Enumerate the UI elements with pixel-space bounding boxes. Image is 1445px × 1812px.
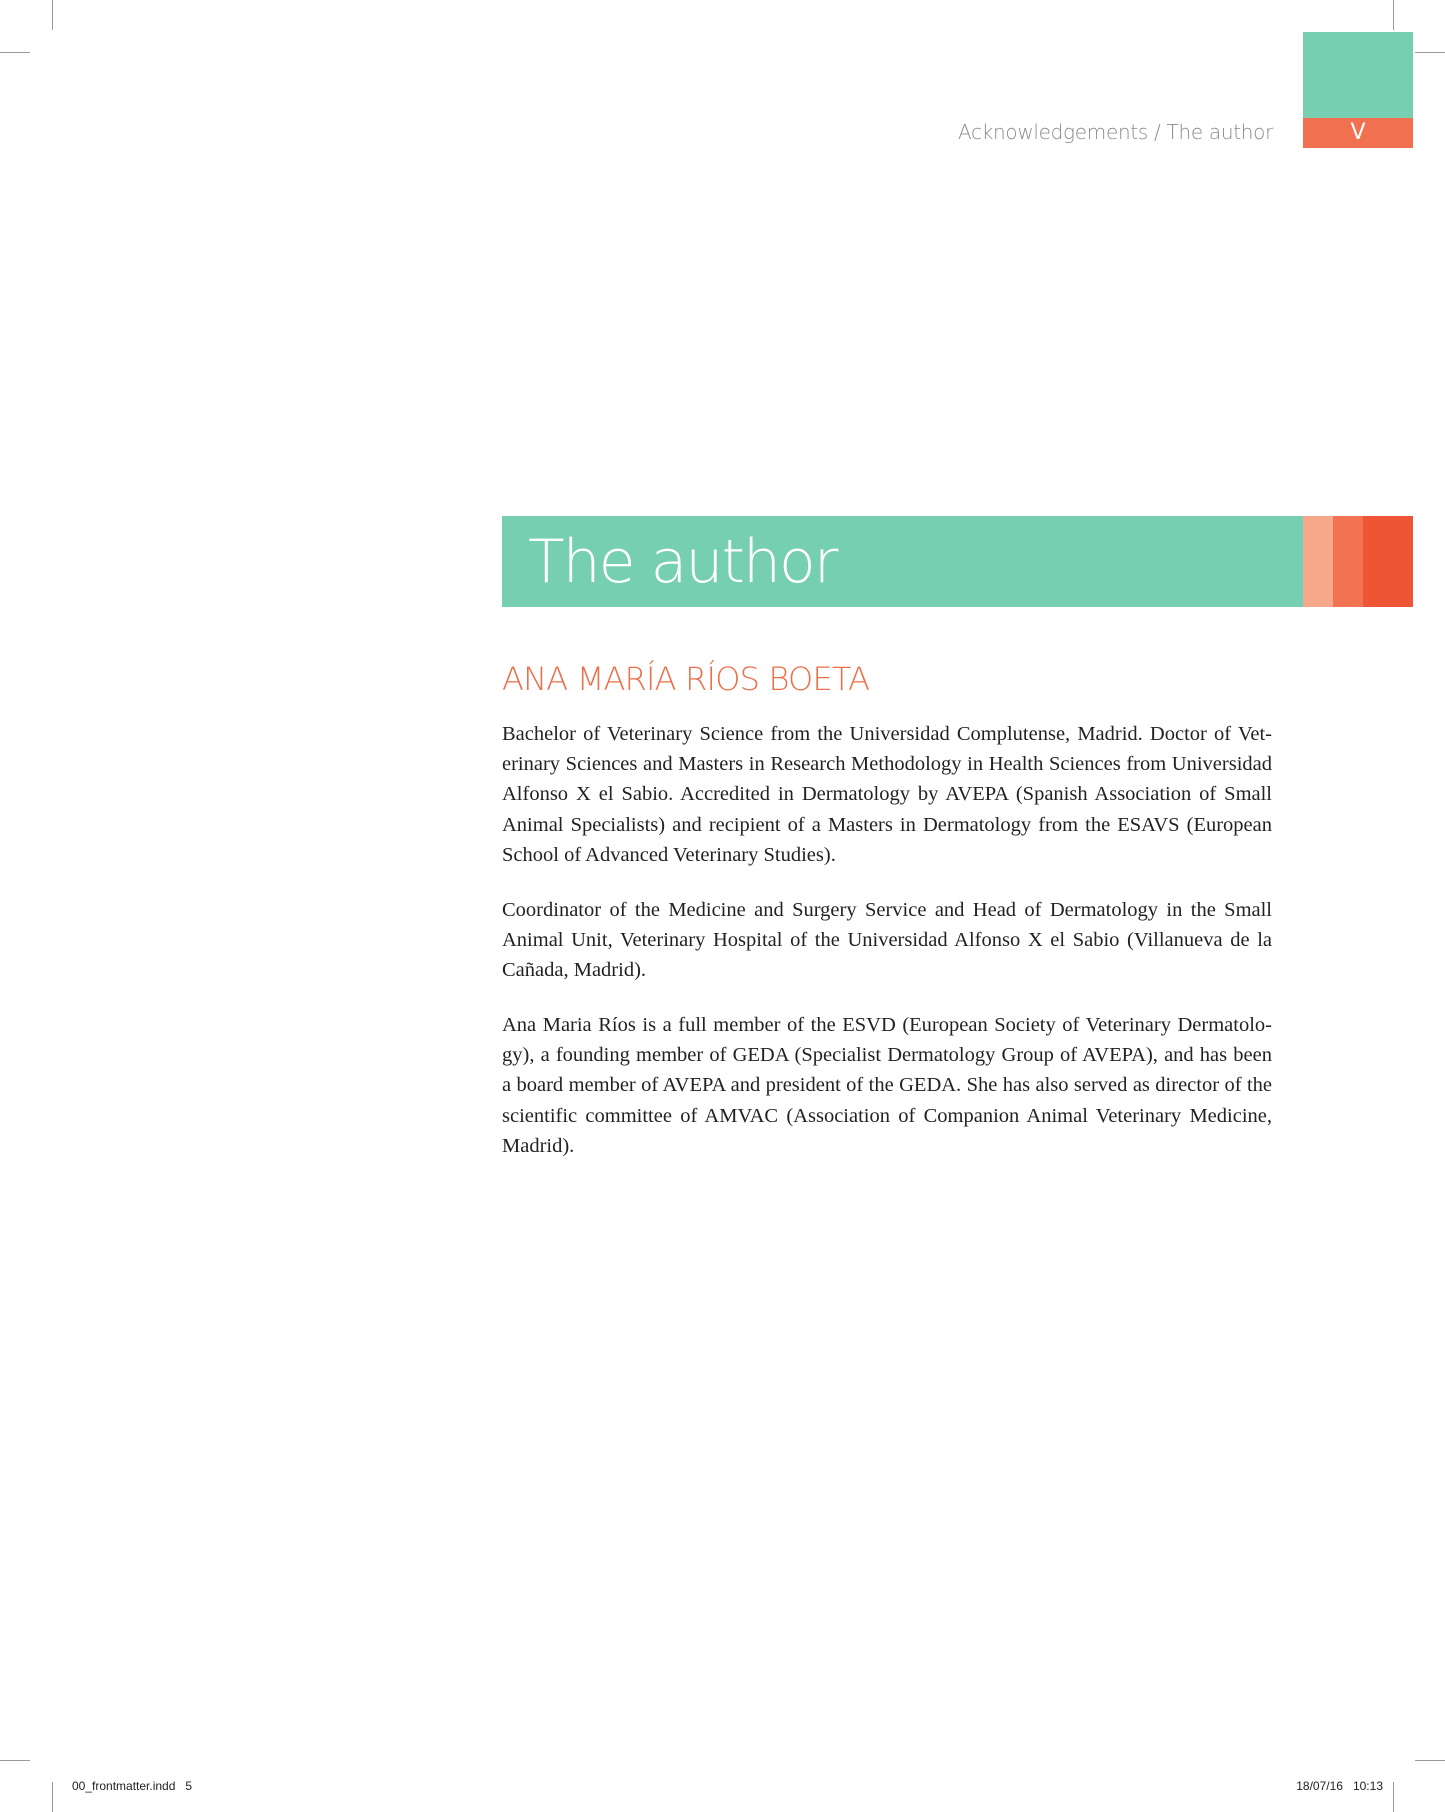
crop-mark-bottom-right-horizontal [1415,1760,1445,1761]
crop-mark-top-left-horizontal [0,52,30,53]
bio-paragraph-education: Bachelor of Veterinary Science from the Universidad Complutense, Madrid. Doctor of Veterinary Sciences and Masters in Research Methodology in Health Sciences from Universidad Alfonso X el Sabio. Accredited in Dermatology by AVEPA (Spanish Association of Small Animal Specialists) and recipient of a Masters in Dermatology from the ESAVS (European School of Advanced Veterinary Studies). [502,723,1272,866]
title-accent-strip-medium [1333,516,1363,607]
slug-date-time: 18/07/16 10:13 [1296,1779,1383,1793]
crop-mark-top-right-horizontal [1415,52,1445,53]
running-head: Acknowledgements / The author [958,120,1273,144]
crop-mark-bottom-left-horizontal [0,1760,30,1761]
section-title: The author [528,527,837,597]
bio-paragraph-position: Coordinator of the Medicine and Surgery Service and Head of Dermatology in the Small Animal Unit, Veterinary Hospital of the Universidad Alfonso X el Sabio (Villanueva de la Cañada, Madrid). [502,899,1272,982]
title-accent-strip-dark [1363,516,1413,607]
crop-mark-top-right-vertical [1393,0,1394,30]
author-name: ANA MARÍA RÍOS BOETA [502,660,870,698]
crop-mark-top-left-vertical [52,0,53,30]
crop-mark-bottom-left-vertical [52,1782,53,1812]
crop-mark-bottom-right-vertical [1393,1782,1394,1812]
page-tab-green [1303,32,1413,118]
page-number: V [1303,118,1413,148]
bio-paragraph-memberships: Ana Maria Ríos is a full member of the ESVD (European Society of Veterinary Dermatology), a founding member of GEDA (Specialist Dermatology Group of AVEPA), and has been a board member of AVEPA and president of the GEDA. She has also served as director of the scientific committee of AMVAC (Association of Companion Animal Veterinary Medicine, Madrid). [502,1014,1272,1157]
slug-file-name: 00_frontmatter.indd 5 [72,1779,193,1793]
title-accent-strip-light [1303,516,1333,607]
